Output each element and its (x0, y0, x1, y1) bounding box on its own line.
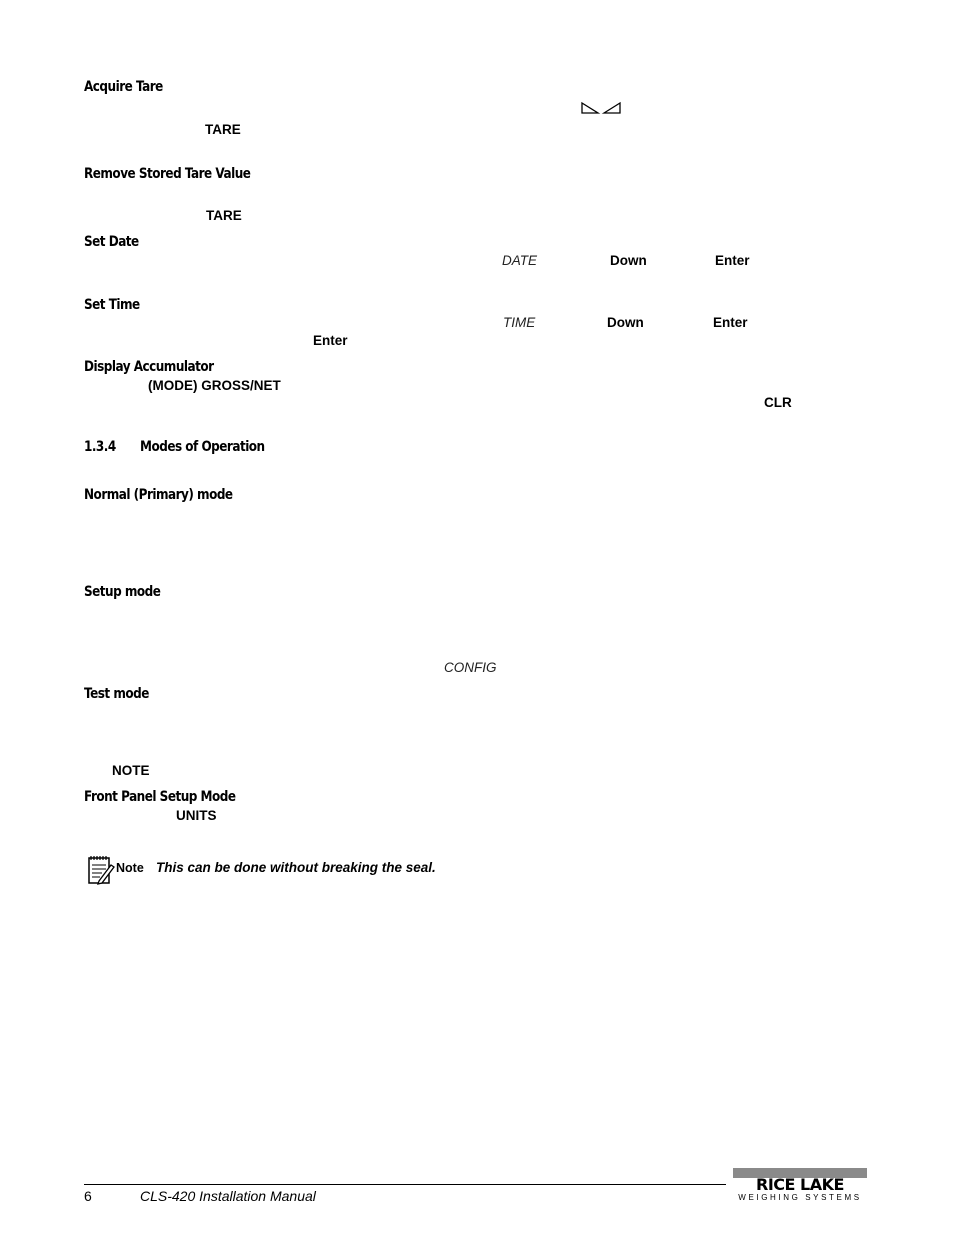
heading-front-panel-setup: Front Panel Setup Mode (84, 789, 236, 805)
heading-test-mode: Test mode (84, 686, 149, 702)
heading-display-accumulator: Display Accumulator (84, 359, 214, 375)
key-down: Down (607, 315, 644, 330)
key-tare: TARE (205, 122, 241, 137)
key-enter: Enter (713, 315, 748, 330)
rice-lake-logo (733, 1168, 867, 1202)
section-number: 1.3.4 (84, 439, 116, 455)
heading-normal-mode: Normal (Primary) mode (84, 487, 233, 503)
display-date: DATE (502, 253, 538, 268)
display-config: CONFIG (444, 660, 497, 675)
display-time: TIME (503, 315, 536, 330)
page-number: 6 (84, 1188, 92, 1204)
manual-title: CLS-420 Installation Manual (140, 1188, 316, 1204)
note-text: This can be done without breaking the seal. (156, 860, 436, 875)
key-units: UNITS (176, 808, 217, 823)
logo-sub-text: WEIGHING SYSTEMS (738, 1193, 862, 1202)
key-enter: Enter (715, 253, 750, 268)
key-tare: TARE (206, 208, 242, 223)
key-down: Down (610, 253, 647, 268)
key-enter: Enter (313, 333, 348, 348)
note-pad-icon (87, 854, 115, 886)
heading-setup-mode: Setup mode (84, 584, 161, 600)
note-label: Note (116, 861, 144, 875)
key-mode-gross-net: (MODE) GROSS/NET (148, 378, 281, 393)
heading-remove-stored-tare: Remove Stored Tare Value (84, 166, 251, 182)
heading-acquire-tare: Acquire Tare (84, 79, 163, 95)
logo-main-text: RICE LAKE (756, 1175, 844, 1194)
heading-set-time: Set Time (84, 297, 140, 313)
tare-triangles-icon (581, 101, 623, 115)
note-label-inline: NOTE (112, 763, 150, 778)
section-title: Modes of Operation (140, 439, 265, 455)
footer-rule (84, 1184, 726, 1185)
key-clr: CLR (764, 395, 792, 410)
heading-set-date: Set Date (84, 234, 139, 250)
